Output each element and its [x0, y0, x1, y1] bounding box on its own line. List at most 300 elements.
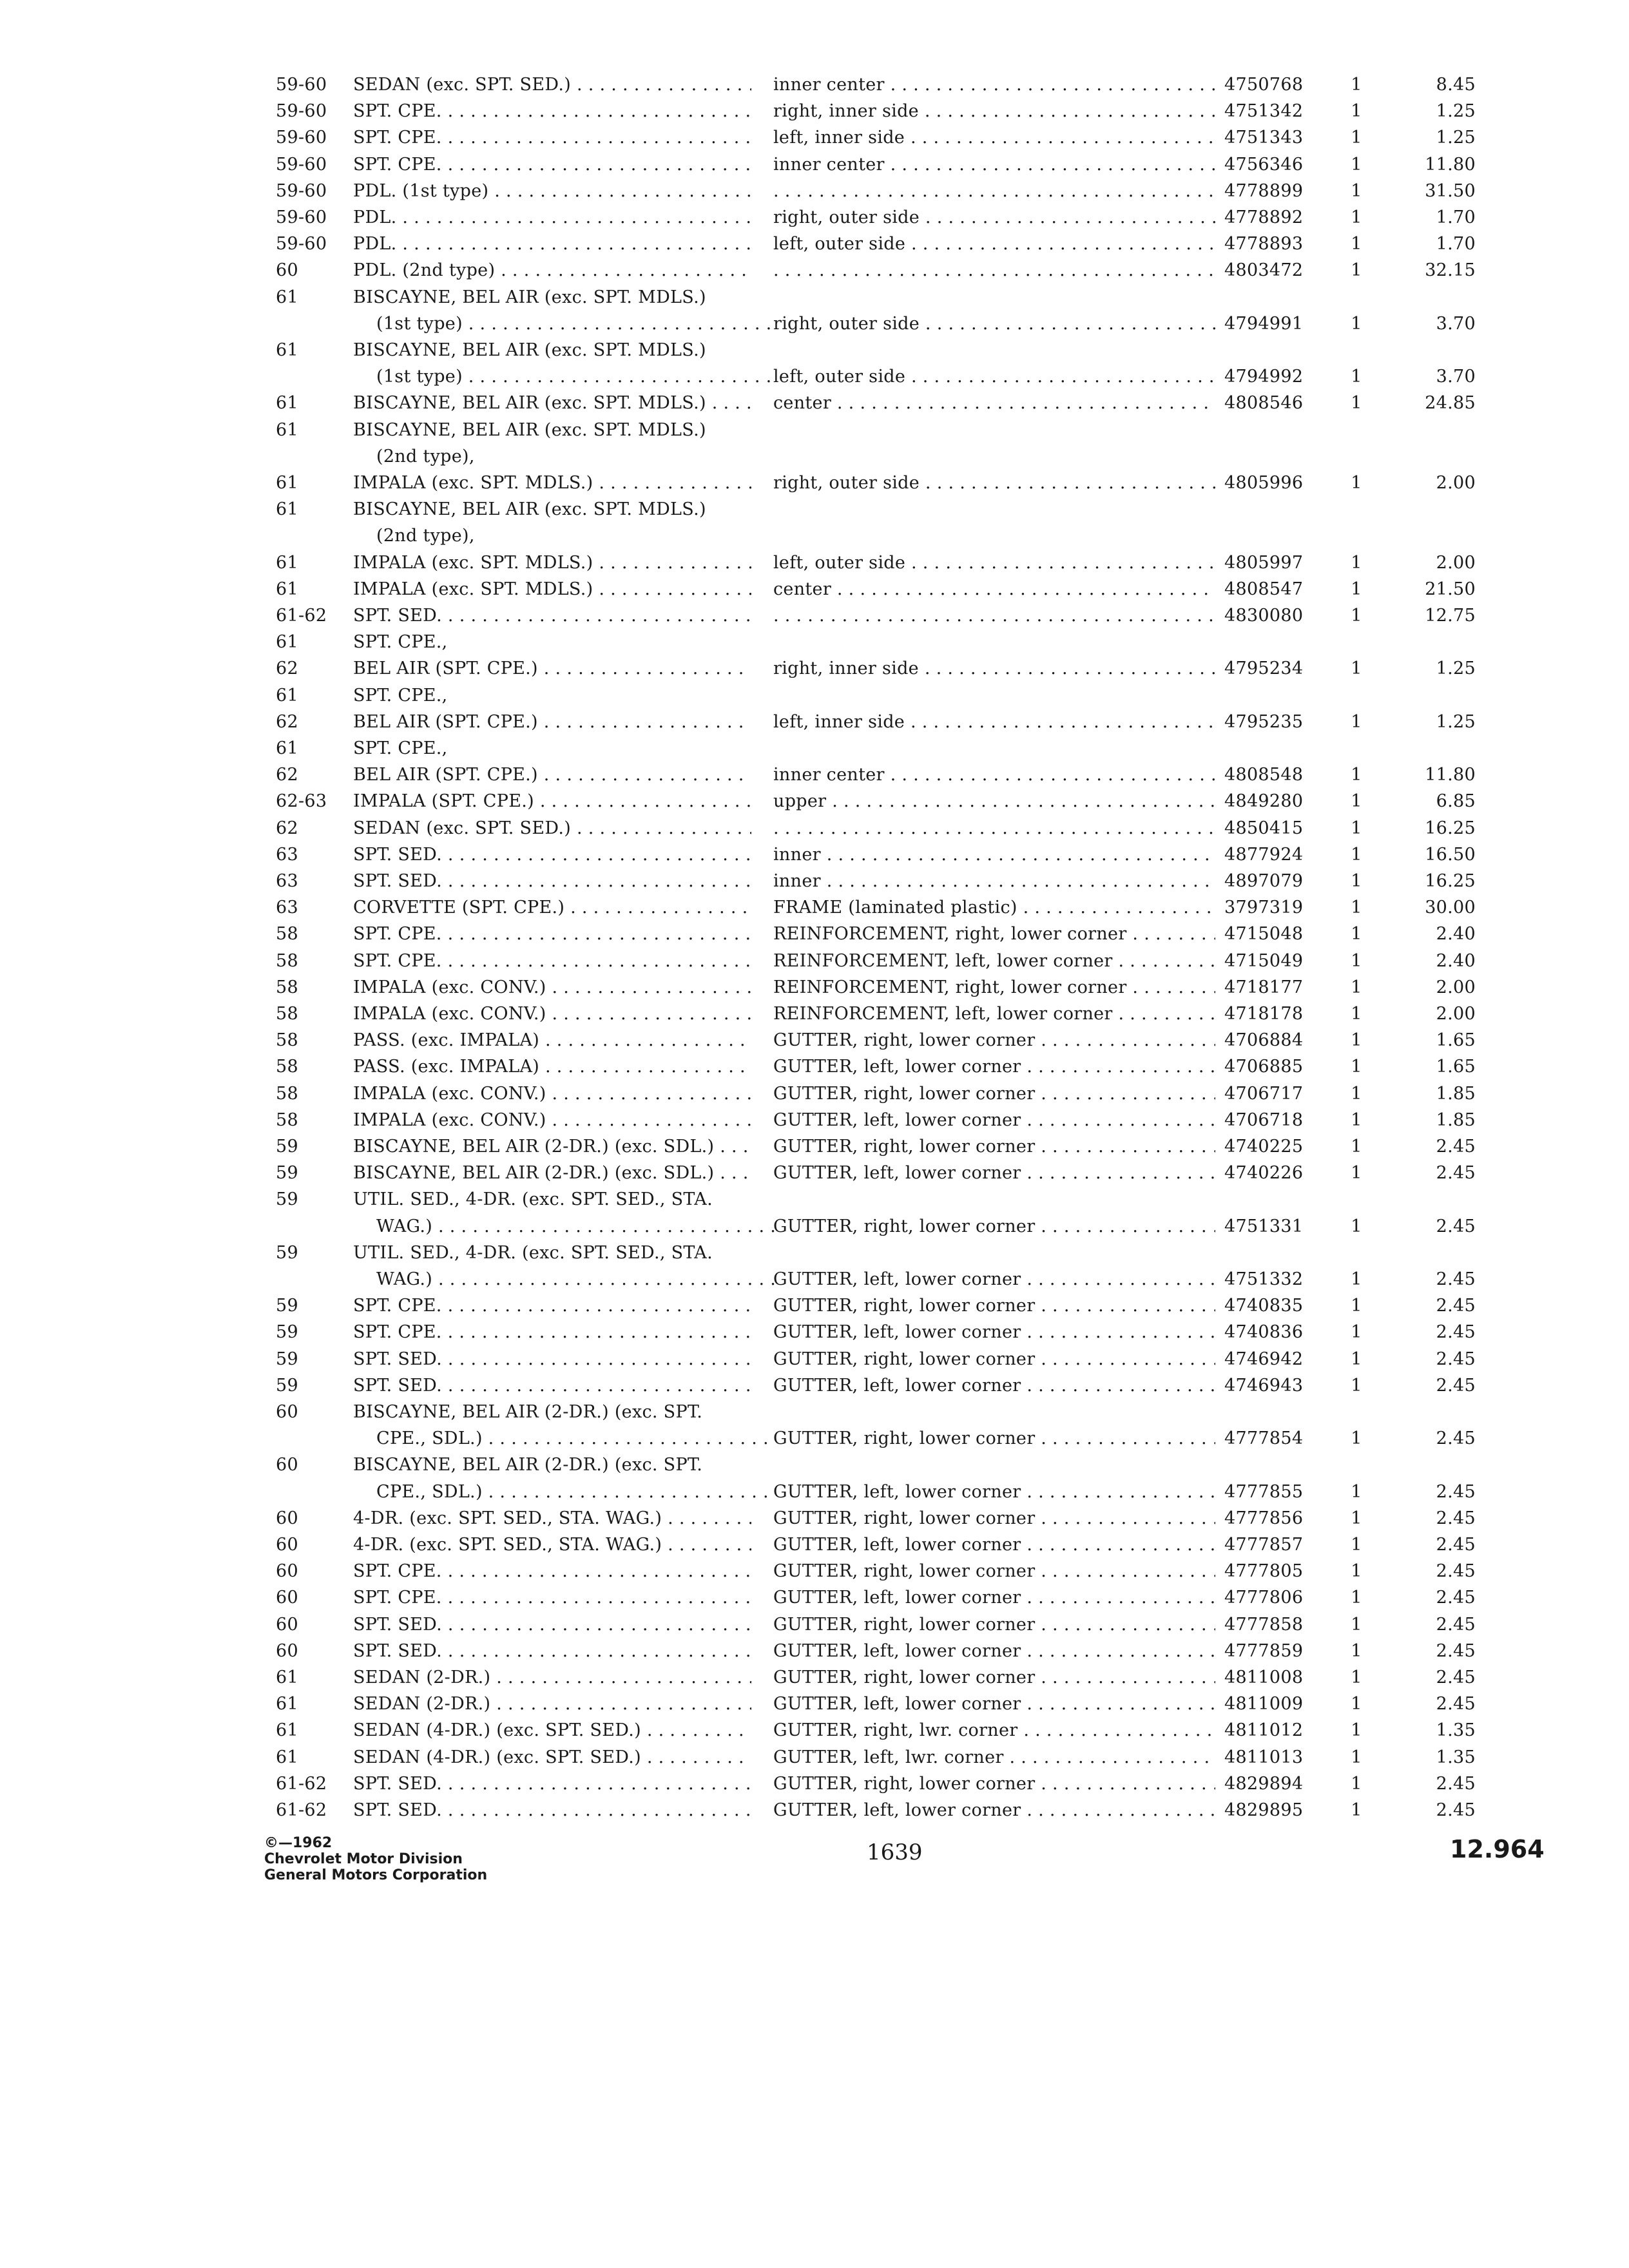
price-cell-text: 2.45: [1436, 1269, 1476, 1289]
description-cell: [773, 1426, 1215, 1452]
year-cell: [276, 1798, 327, 1823]
quantity-cell: [1344, 1479, 1369, 1505]
year-cell-text: 59-60: [276, 234, 327, 254]
model-cell: [353, 550, 751, 576]
quantity-cell: [1344, 603, 1369, 629]
table-row: [0, 1718, 1629, 1744]
part-number-cell-text: 4777859: [1224, 1641, 1304, 1661]
part-number-cell-text: 4805996: [1224, 473, 1304, 493]
price-cell-text: 1.70: [1436, 207, 1476, 227]
price-cell: [1379, 1028, 1476, 1053]
part-number-cell: [1224, 709, 1353, 735]
part-number-cell: [1224, 1134, 1353, 1160]
description-cell-text: inner center: [773, 765, 885, 785]
model-cell: [353, 709, 751, 735]
quantity-cell-text: 1: [1351, 101, 1362, 121]
year-cell-text: 60: [276, 1561, 298, 1581]
year-cell-text: 61: [276, 553, 298, 573]
table-row: [0, 1691, 1629, 1717]
table-row: [0, 1479, 1629, 1505]
quantity-cell: [1344, 842, 1369, 868]
model-cell: [353, 1160, 751, 1186]
description-cell: [773, 1639, 1215, 1664]
price-cell-text: 2.45: [1436, 1615, 1476, 1635]
model-cell: [353, 1771, 751, 1797]
price-cell: [1379, 656, 1476, 682]
price-cell: [1379, 1160, 1476, 1186]
price-cell: [1379, 1691, 1476, 1717]
part-number-cell-text: 4794991: [1224, 314, 1304, 334]
year-cell: [276, 842, 298, 868]
year-cell: [276, 231, 327, 257]
table-row: [0, 603, 1629, 629]
model-cell: [353, 1559, 751, 1584]
quantity-cell: [1344, 895, 1369, 921]
price-cell: [1379, 390, 1476, 416]
price-cell-text: 2.45: [1436, 1349, 1476, 1369]
model-cell-text: PASS. (exc. IMPALA): [353, 1030, 540, 1050]
model-cell: [353, 72, 751, 98]
quantity-cell: [1344, 231, 1369, 257]
quantity-cell-text: 1: [1351, 1482, 1362, 1502]
model-cell: [353, 497, 751, 523]
table-row: [0, 1347, 1629, 1372]
model-cell-text: 4-DR. (exc. SPT. SED., STA. WAG.): [353, 1508, 662, 1528]
part-number-cell-text: 4829895: [1224, 1800, 1304, 1820]
table-row: [0, 1506, 1629, 1532]
part-number-cell: [1224, 1798, 1353, 1823]
table-row: [0, 762, 1629, 788]
price-cell-text: 11.80: [1425, 155, 1476, 175]
price-cell-text: 2.45: [1436, 1535, 1476, 1555]
model-cell-text: BISCAYNE, BEL AIR (exc. SPT. MDLS.): [353, 420, 706, 440]
part-number-cell: [1224, 975, 1353, 1001]
description-cell-text: left, inner side: [773, 712, 905, 732]
model-cell: [353, 1798, 751, 1823]
description-cell: [773, 975, 1215, 1001]
quantity-cell: [1344, 869, 1369, 894]
model-cell: [353, 338, 751, 363]
description-cell-text: GUTTER, left, lower corner: [773, 1535, 1021, 1555]
price-cell-text: 30.00: [1425, 898, 1476, 918]
model-cell: [353, 125, 751, 151]
table-row: [0, 1134, 1629, 1160]
part-number-cell-text: 4830080: [1224, 606, 1304, 626]
quantity-cell: [1344, 550, 1369, 576]
part-number-cell-text: 4808548: [1224, 765, 1304, 785]
model-cell: [353, 789, 751, 814]
part-number-cell-text: 4808546: [1224, 393, 1304, 413]
price-cell: [1379, 789, 1476, 814]
table-row: [0, 470, 1629, 496]
model-cell-text: SPT. CPE.: [353, 951, 442, 971]
quantity-cell-text: 1: [1351, 1720, 1362, 1740]
price-cell: [1379, 205, 1476, 231]
table-row: [0, 231, 1629, 257]
model-cell-text: IMPALA (exc. SPT. MDLS.): [353, 553, 593, 573]
quantity-cell-text: 1: [1351, 1216, 1362, 1236]
year-cell-text: 60: [276, 1508, 298, 1528]
year-cell-text: 61: [276, 632, 298, 652]
quantity-cell: [1344, 1320, 1369, 1345]
quantity-cell-text: 1: [1351, 553, 1362, 573]
year-cell: [276, 550, 298, 576]
price-cell: [1379, 550, 1476, 576]
price-cell: [1379, 842, 1476, 868]
year-cell-text: 59: [276, 1322, 298, 1342]
table-row: [0, 285, 1629, 311]
part-number-cell: [1224, 577, 1353, 602]
year-cell-text: 58: [276, 1084, 298, 1104]
price-cell-text: 1.85: [1436, 1110, 1476, 1130]
quantity-cell: [1344, 1001, 1369, 1027]
description-cell: [773, 709, 1215, 735]
price-cell-text: 2.45: [1436, 1508, 1476, 1528]
model-cell-text: BEL AIR (SPT. CPE.): [353, 712, 538, 732]
price-cell: [1379, 577, 1476, 602]
table-row: [0, 1532, 1629, 1558]
model-cell: [353, 523, 775, 549]
description-cell-text: inner center: [773, 155, 885, 175]
model-cell: [353, 1054, 751, 1080]
part-number-cell-text: 4706885: [1224, 1057, 1304, 1077]
part-number-cell: [1224, 258, 1353, 284]
description-cell-text: REINFORCEMENT, right, lower corner: [773, 924, 1127, 944]
description-cell: [773, 205, 1215, 231]
price-cell-text: 24.85: [1425, 393, 1476, 413]
part-number-cell-text: 4805997: [1224, 553, 1304, 573]
quantity-cell-text: 1: [1351, 1004, 1362, 1024]
part-number-cell: [1224, 1108, 1353, 1133]
description-cell: [773, 1054, 1215, 1080]
table-row: [0, 99, 1629, 124]
year-cell: [276, 895, 298, 921]
quantity-cell-text: 1: [1351, 128, 1362, 148]
model-cell: [353, 1028, 751, 1053]
description-cell: [773, 789, 1215, 814]
model-cell: [353, 390, 751, 416]
description-cell: [773, 1293, 1215, 1319]
part-number-cell: [1224, 1506, 1353, 1532]
part-number-cell: [1224, 1160, 1353, 1186]
model-cell: [353, 1293, 751, 1319]
model-cell-text: BISCAYNE, BEL AIR (exc. SPT. MDLS.): [353, 287, 706, 307]
model-cell-text: (2nd type),: [376, 526, 475, 546]
description-cell-text: left, outer side: [773, 367, 906, 387]
description-cell: [773, 1001, 1215, 1027]
table-row: [0, 1585, 1629, 1611]
description-cell: [773, 72, 1215, 98]
model-cell-text: SPT. CPE.: [353, 155, 442, 175]
year-cell-text: 61-62: [276, 1800, 327, 1820]
quantity-cell-text: 1: [1351, 1694, 1362, 1714]
description-cell: [773, 816, 1215, 841]
part-number-cell-text: 4746942: [1224, 1349, 1304, 1369]
model-cell: [353, 1108, 751, 1133]
quantity-cell-text: 1: [1351, 181, 1362, 201]
description-cell: [773, 1028, 1215, 1053]
price-cell-text: 1.25: [1436, 712, 1476, 732]
year-cell-text: 63: [276, 845, 298, 865]
part-number-cell: [1224, 1426, 1353, 1452]
model-cell: [353, 577, 751, 602]
model-cell-text: (2nd type),: [376, 447, 475, 466]
description-cell: [773, 1718, 1215, 1744]
model-cell-text: PASS. (exc. IMPALA): [353, 1057, 540, 1077]
price-cell-text: 3.70: [1436, 367, 1476, 387]
year-cell-text: 60: [276, 1641, 298, 1661]
description-cell: [773, 99, 1215, 124]
quantity-cell: [1344, 1081, 1369, 1107]
price-cell-text: 1.25: [1436, 101, 1476, 121]
description-cell: [773, 1134, 1215, 1160]
table-row: [0, 1187, 1629, 1213]
table-row: [0, 1054, 1629, 1080]
part-number-cell-text: 4877924: [1224, 845, 1304, 865]
part-number-cell-text: 4811013: [1224, 1747, 1304, 1767]
table-row: [0, 1160, 1629, 1186]
year-cell-text: 59: [276, 1243, 298, 1263]
model-cell: [353, 1347, 751, 1372]
quantity-cell: [1344, 1347, 1369, 1372]
part-number-cell: [1224, 152, 1353, 178]
table-row: [0, 550, 1629, 576]
year-cell-text: 61: [276, 473, 298, 493]
price-cell-text: 32.15: [1425, 260, 1476, 280]
part-number-cell: [1224, 470, 1353, 496]
model-cell-text: PDL. (1st type): [353, 181, 489, 201]
quantity-cell: [1344, 1373, 1369, 1399]
model-cell-text: SPT. CPE.,: [353, 632, 448, 652]
year-cell-text: 59: [276, 1189, 298, 1209]
model-cell: [353, 762, 751, 788]
description-cell-text: REINFORCEMENT, right, lower corner: [773, 977, 1127, 997]
year-cell: [276, 1665, 298, 1691]
part-number-cell: [1224, 1293, 1353, 1319]
quantity-cell-text: 1: [1351, 1588, 1362, 1608]
model-cell: [353, 418, 751, 443]
table-row: [0, 1426, 1629, 1452]
table-row: [0, 1320, 1629, 1345]
part-number-cell: [1224, 921, 1353, 947]
part-number-cell-text: 4756346: [1224, 155, 1304, 175]
year-cell-text: 61: [276, 738, 298, 758]
model-cell-text: IMPALA (exc. SPT. MDLS.): [353, 473, 593, 493]
price-cell-text: 2.45: [1436, 1322, 1476, 1342]
description-cell: [773, 921, 1215, 947]
part-number-cell-text: 4777806: [1224, 1588, 1304, 1608]
model-cell: [353, 1479, 775, 1505]
quantity-cell-text: 1: [1351, 1535, 1362, 1555]
part-number-cell-text: 4778893: [1224, 234, 1304, 254]
part-number-cell-text: 4751342: [1224, 101, 1304, 121]
year-cell-text: 61: [276, 393, 298, 413]
model-cell: [353, 470, 751, 496]
description-cell: [773, 1559, 1215, 1584]
quantity-cell-text: 1: [1351, 1774, 1362, 1794]
part-number-cell-text: 4718177: [1224, 977, 1304, 997]
quantity-cell-text: 1: [1351, 1641, 1362, 1661]
year-cell: [276, 656, 298, 682]
model-cell-text: SPT. CPE.: [353, 1561, 442, 1581]
description-cell-text: left, inner side: [773, 128, 905, 148]
description-cell-text: center: [773, 579, 832, 599]
price-cell-text: 31.50: [1425, 181, 1476, 201]
part-number-cell: [1224, 1373, 1353, 1399]
quantity-cell: [1344, 258, 1369, 284]
table-row: [0, 1267, 1629, 1293]
table-row: [0, 869, 1629, 894]
quantity-cell: [1344, 1691, 1369, 1717]
model-cell: [353, 975, 751, 1001]
price-cell: [1379, 1108, 1476, 1133]
model-cell: [353, 1639, 751, 1664]
price-cell: [1379, 1585, 1476, 1611]
price-cell-text: 1.35: [1436, 1747, 1476, 1767]
model-cell: [353, 1214, 775, 1240]
description-cell-text: FRAME (laminated plastic): [773, 898, 1017, 918]
table-row: [0, 1452, 1629, 1478]
price-cell: [1379, 1745, 1476, 1771]
part-number-cell: [1224, 842, 1353, 868]
description-cell-text: GUTTER, right, lower corner: [773, 1030, 1036, 1050]
price-cell-text: 16.25: [1425, 871, 1476, 891]
table-row: [0, 975, 1629, 1001]
description-cell-text: GUTTER, left, lower corner: [773, 1482, 1021, 1502]
table-row: [0, 736, 1629, 762]
description-cell-text: inner center: [773, 75, 885, 95]
price-cell-text: 2.45: [1436, 1667, 1476, 1687]
model-cell: [353, 364, 775, 390]
year-cell: [276, 577, 298, 602]
price-cell: [1379, 1612, 1476, 1638]
description-cell: [773, 470, 1215, 496]
model-cell: [353, 895, 751, 921]
part-number-cell-text: 4811012: [1224, 1720, 1304, 1740]
quantity-cell-text: 1: [1351, 606, 1362, 626]
quantity-cell: [1344, 470, 1369, 496]
quantity-cell: [1344, 1585, 1369, 1611]
model-cell: [353, 1612, 751, 1638]
year-cell: [276, 869, 298, 894]
year-cell-text: 59: [276, 1349, 298, 1369]
quantity-cell-text: 1: [1351, 1349, 1362, 1369]
year-cell-text: 59: [276, 1376, 298, 1396]
model-cell: [353, 1267, 775, 1293]
model-cell: [353, 1373, 751, 1399]
model-cell-text: SPT. SED.: [353, 871, 443, 891]
price-cell: [1379, 948, 1476, 974]
year-cell: [276, 1639, 298, 1664]
price-cell: [1379, 975, 1476, 1001]
table-row: [0, 444, 1629, 470]
price-cell-text: 2.45: [1436, 1137, 1476, 1157]
model-cell: [353, 921, 751, 947]
year-cell-text: 59-60: [276, 101, 327, 121]
year-cell-text: 63: [276, 898, 298, 918]
quantity-cell: [1344, 1665, 1369, 1691]
year-cell-text: 61: [276, 340, 298, 360]
document-number: 12.964: [1450, 1835, 1545, 1863]
model-cell-text: SEDAN (exc. SPT. SED.): [353, 818, 572, 838]
quantity-cell-text: 1: [1351, 924, 1362, 944]
quantity-cell: [1344, 178, 1369, 204]
quantity-cell-text: 1: [1351, 951, 1362, 971]
description-cell: [773, 1612, 1215, 1638]
year-cell: [276, 1054, 298, 1080]
description-cell: [773, 1081, 1215, 1107]
table-row: [0, 1108, 1629, 1133]
price-cell-text: 3.70: [1436, 314, 1476, 334]
part-number-cell-text: 4740835: [1224, 1296, 1304, 1316]
description-cell-text: GUTTER, left, lower corner: [773, 1269, 1021, 1289]
price-cell-text: 1.70: [1436, 234, 1476, 254]
price-cell-text: 2.45: [1436, 1376, 1476, 1396]
model-cell: [353, 1532, 751, 1558]
model-cell: [353, 1452, 751, 1478]
model-cell-text: SEDAN (2-DR.): [353, 1667, 491, 1687]
year-cell-text: 59-60: [276, 181, 327, 201]
quantity-cell-text: 1: [1351, 845, 1362, 865]
part-number-cell: [1224, 99, 1353, 124]
description-cell: [773, 1771, 1215, 1797]
table-row: [0, 816, 1629, 841]
model-cell-text: SPT. SED.: [353, 1800, 443, 1820]
part-number-cell-text: 4777856: [1224, 1508, 1304, 1528]
table-row: [0, 125, 1629, 151]
description-cell: [773, 178, 1215, 204]
quantity-cell: [1344, 1745, 1369, 1771]
year-cell: [276, 921, 298, 947]
price-cell: [1379, 895, 1476, 921]
part-number-cell-text: 4777858: [1224, 1615, 1304, 1635]
model-cell: [353, 1426, 775, 1452]
year-cell: [276, 497, 298, 523]
part-number-cell: [1224, 1267, 1353, 1293]
model-cell: [353, 736, 751, 762]
year-cell-text: 58: [276, 1004, 298, 1024]
price-cell-text: 16.50: [1425, 845, 1476, 865]
quantity-cell-text: 1: [1351, 1137, 1362, 1157]
description-cell: [773, 1506, 1215, 1532]
year-cell: [276, 789, 327, 814]
part-number-cell-text: 4777805: [1224, 1561, 1304, 1581]
year-cell-text: 61: [276, 1667, 298, 1687]
price-cell: [1379, 762, 1476, 788]
price-cell-text: 1.35: [1436, 1720, 1476, 1740]
part-number-cell-text: 4715048: [1224, 924, 1304, 944]
description-cell-text: GUTTER, right, lower corner: [773, 1084, 1036, 1104]
year-cell: [276, 1452, 298, 1478]
year-cell: [276, 1506, 298, 1532]
quantity-cell: [1344, 1214, 1369, 1240]
table-row: [0, 178, 1629, 204]
part-number-cell: [1224, 762, 1353, 788]
price-cell: [1379, 1134, 1476, 1160]
description-cell-text: GUTTER, left, lower corner: [773, 1163, 1021, 1183]
description-cell: [773, 1532, 1215, 1558]
description-cell-text: inner: [773, 845, 821, 865]
table-row: [0, 152, 1629, 178]
part-number-cell: [1224, 1532, 1353, 1558]
part-number-cell-text: 4849280: [1224, 791, 1304, 811]
quantity-cell-text: 1: [1351, 473, 1362, 493]
description-cell-text: right, outer side: [773, 314, 920, 334]
model-cell: [353, 1187, 751, 1213]
part-number-cell-text: 4751343: [1224, 128, 1304, 148]
model-cell-text: UTIL. SED., 4-DR. (exc. SPT. SED., STA.: [353, 1189, 713, 1209]
model-cell-text: SPT. SED.: [353, 606, 443, 626]
